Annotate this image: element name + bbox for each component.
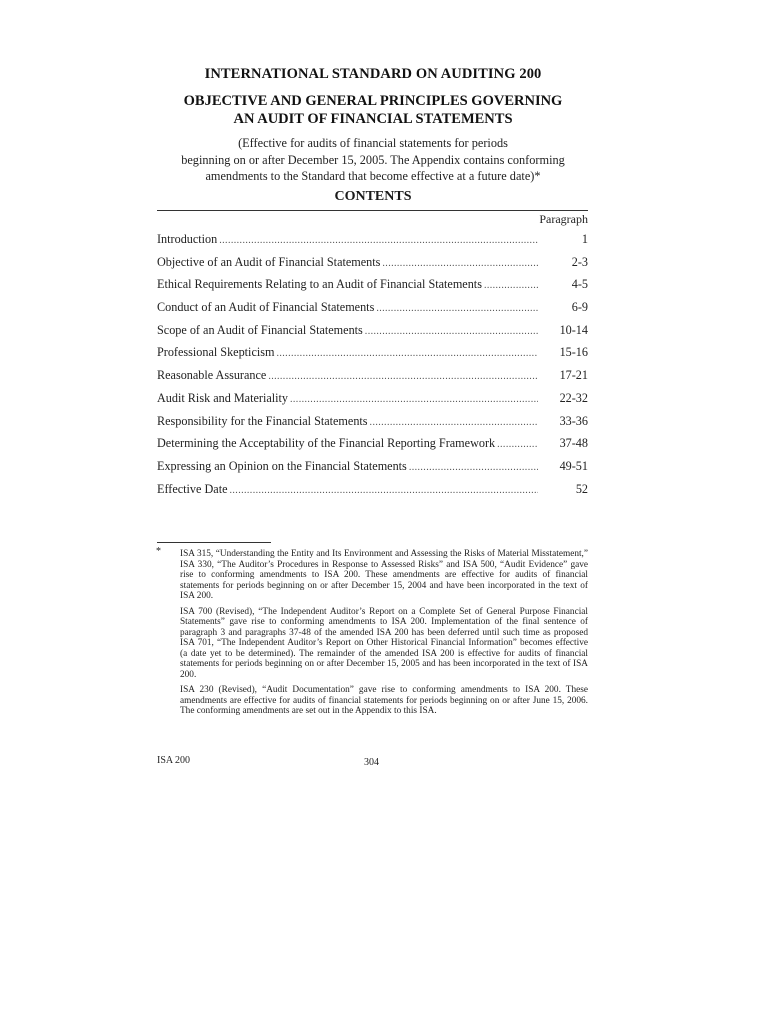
toc-leader-dots [376,303,538,314]
effective-date-note [150,135,596,185]
toc-entry-title: Objective of an Audit of Financial Statements [157,254,381,269]
footnote-divider [157,542,271,543]
standard-title: INTERNATIONAL STANDARD ON AUDITING 200 [204,66,542,82]
footnote-paragraph: ISA 315, “Understanding the Entity and Its Environment and Assessing the Risks of Material Misstatement,” ISA 330, “The Auditor’s Procedures in Response to Assessed Risks” and ISA 500, “Audit Evidence” gave rise to conforming amendments to ISA 200. These amendments are effective for audits of financial statements for periods beginning on or after December 15, 2004 and have been incorporated in the text of ISA 200. [180,549,588,601]
toc-entry [157,436,588,459]
toc-leader-dots [484,280,538,291]
document-title-line-1: OBJECTIVE AND GENERAL PRINCIPLES GOVERNING [183,93,563,109]
toc-leader-dots [497,439,538,450]
toc-entry-paragraph: 22-32 [559,390,588,405]
toc-entry-title: Responsibility for the Financial Statements [157,413,368,428]
toc-entry-paragraph: 15-16 [559,345,588,360]
toc-entry [157,459,588,482]
paragraph-column-label: Paragraph [539,212,588,226]
toc-leader-dots [370,417,538,428]
footnote-paragraph: ISA 230 (Revised), “Audit Documentation” gave rise to conforming amendments to ISA 200. These amendments are effective for audits of financial statements for periods beginning on or after June 15, 2006. The conforming amendments are set out in the Appendix to this ISA. [180,685,588,716]
toc-entry [157,323,588,346]
toc-leader-dots [230,485,539,496]
contents-divider [157,210,588,211]
toc-entry-title: Ethical Requirements Relating to an Audit of Financial Statements [157,277,482,292]
document-title-line-2: AN AUDIT OF FINANCIAL STATEMENTS [233,111,513,127]
toc-entry-paragraph: 6-9 [571,300,588,315]
toc-leader-dots [290,394,538,405]
toc-entry-title: Expressing an Opinion on the Financial Statements [157,458,407,473]
toc-entry-paragraph: 17-21 [559,368,588,383]
toc-entry-title: Determining the Acceptability of the Financial Reporting Framework [157,436,496,451]
toc-entry [157,414,588,437]
toc-entry-title: Conduct of an Audit of Financial Statements [157,300,375,315]
effective-note-line-2: beginning on or after December 15, 2005. The Appendix contains conforming [181,152,565,167]
table-of-contents [157,232,588,504]
toc-entry-title: Introduction [157,232,218,246]
document-title [150,92,596,128]
toc-entry-title: Audit Risk and Materiality [157,390,288,405]
toc-entry-title: Scope of an Audit of Financial Statements [157,322,363,337]
footnote-paragraph: ISA 700 (Revised), “The Independent Auditor’s Report on a Complete Set of General Purpose Financial Statements” gave rise to conforming amendments to ISA 200. Implementation of the final sentence of paragraph 3 and paragraphs 37-48 of the amended ISA 200 has been deferred until such time as proposed ISA 701, “The Independent Auditor’s Report on Other Historical Financial Information” becomes effective (a date yet to be determined). The remainder of the amended ISA 200 is effective for audits of financial statements for periods beginning on or after December 15, 2005 and has been incorporated in the text of ISA 200. [180,606,588,680]
toc-entry [157,255,588,278]
toc-entry-title: Reasonable Assurance [157,368,267,383]
toc-entry-title: Professional Skepticism [157,345,275,360]
toc-entry-paragraph: 10-14 [559,322,588,337]
effective-note-line-3: amendments to the Standard that become effective at a future date)* [205,169,541,183]
toc-leader-dots [276,348,538,359]
toc-entry-paragraph: 4-5 [571,277,588,292]
toc-entry [157,232,588,255]
toc-leader-dots [268,371,538,382]
toc-entry-paragraph: 52 [575,481,588,496]
toc-entry-paragraph: 37-48 [559,436,588,451]
footnote-marker: * [156,546,161,557]
effective-note-line-1: (Effective for audits of financial statements for periods [238,136,508,150]
toc-entry [157,277,588,300]
toc-leader-dots [365,326,538,337]
toc-leader-dots [219,235,538,246]
toc-entry-paragraph: 2-3 [571,254,588,269]
toc-entry [157,300,588,323]
toc-entry-paragraph: 1 [581,232,588,246]
toc-entry-title: Effective Date [157,481,228,496]
toc-entry [157,345,588,368]
toc-entry [157,391,588,414]
footer-page-number: 304 [364,757,379,768]
toc-entry [157,482,588,505]
toc-entry-paragraph: 49-51 [559,458,588,473]
toc-entry-paragraph: 33-36 [559,413,588,428]
toc-leader-dots [409,462,538,473]
footer-document-id: ISA 200 [157,755,191,766]
toc-leader-dots [382,258,538,269]
contents-heading: CONTENTS [334,189,412,204]
toc-entry [157,368,588,391]
footnote-block [180,549,588,722]
